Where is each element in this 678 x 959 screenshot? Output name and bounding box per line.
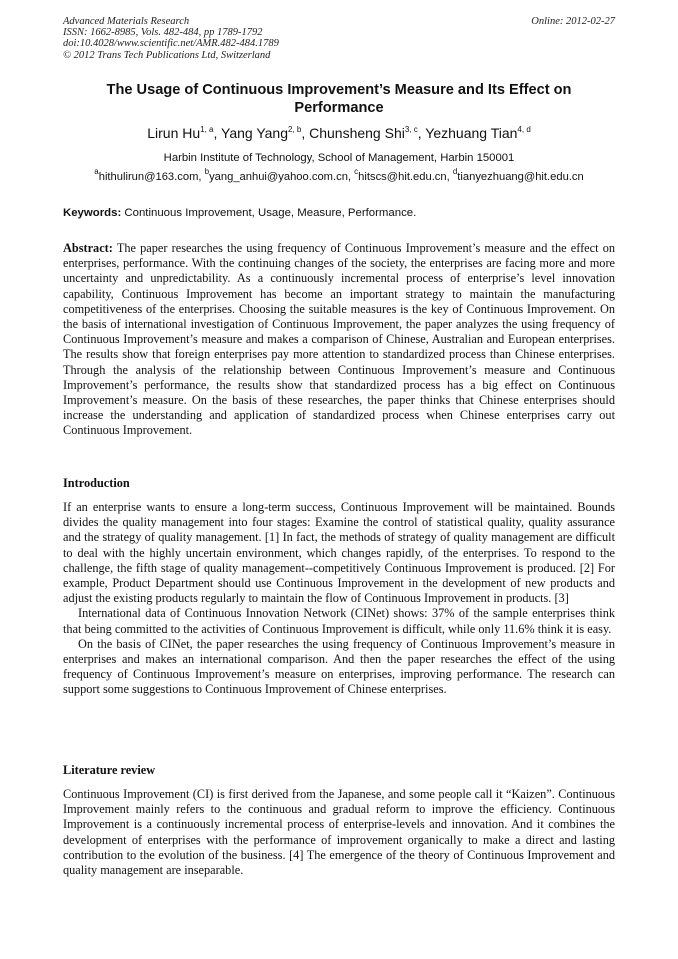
paragraph: Continuous Improvement (CI) is first derived from the Japanese, and some people call it “Kaizen”. Continuous Improvement mainly refers to the continuous and gradual reform to improve the efficiency. Continuous Improvement is a continuously incremental process of enterprise-levels and innovation. And it combines the development of enterprises with the performance of improvement organically to make a direct and lasting contribution to the evolution of the business. [4] The emergence of the theory of Continuous Improvement and quality management are inseparable. bbox=[63, 787, 615, 878]
author-affiliation-mark: 2, b bbox=[287, 125, 302, 134]
abstract bbox=[63, 241, 615, 439]
email-list: $^a$hithulirun@163.com, $^b$yang_anhui@yahoo.com.cn, $^c$hitscs@hit.edu.cn, $^d$tianyezhuang@hit.edu.cn bbox=[94, 167, 584, 183]
email-address: yang_anhui@yahoo.com.cn bbox=[209, 171, 348, 183]
keywords bbox=[63, 206, 615, 220]
email-address: hithulirun@163.com bbox=[98, 171, 199, 183]
journal-issn: ISSN: 1662-8985, Vols. 482-484, pp 1789-1792 bbox=[63, 27, 263, 39]
keywords-text: Continuous Improvement, Usage, Measure, Performance. bbox=[124, 207, 417, 219]
author-affiliation-mark: 3, c bbox=[404, 125, 418, 134]
abstract-text: The paper researches the using frequency of Continuous Improvement’s measure and the effect on enterprises, performance. With the continuing changes of the society, the enterprises are facing more and more uncertainty and unpredictability. As a continuously incremental process of enterprise’s level innovation capability, Continuous Improvement has become an important strategy to maintain the manufacturing competitiveness of the enterprises. Choosing the suitable measures is the key of Continuous Improvement. On the basis of international investigation of Continuous Improvement, the paper analyzes the using frequency of Continuous Improvement’s measure and makes a comparison of Chinese, Australian and European enterprises. The results show that foreign enterprises pay more attention to standardized process than Chinese enterprises. Through the analysis of the relationship between Continuous Improvement’s measure and Continuous Improvement’s performance, the results show that standardized process has a big effect on Continuous Improvement’s measure. On the basis of these researches, the paper thinks that Chinese enterprises should increase the understanding and application of standardized process when Chinese enterprises carry out Continuous Improvement. bbox=[63, 241, 616, 438]
online-date: Online: 2012-02-27 bbox=[531, 16, 615, 27]
section-heading-literature-review: Literature review bbox=[63, 763, 156, 777]
email-address: tianyezhuang@hit.edu.cn bbox=[457, 171, 584, 183]
journal-doi: doi:10.4028/www.scientific.net/AMR.482-484.1789 bbox=[63, 38, 279, 50]
paragraph: If an enterprise wants to ensure a long-term success, Continuous Improvement will be maintained. Bounds divides the quality management into four stages: Examine the control of statistical quality, quality assurance and the strategy of quality management. [1] In fact, the methods of strategy of quality management are difficult to deal with the highly uncertain environment, which changes rapidly, of the enterprises. To respond to the challenge, the fifth stage of quality management--competitively Continuous Improvement is produced. [2] For example, Product Department should use Continuous Improvement in the development of new products and adjust the existing products regularly to maintain the flow of Continuous Improvement in products. [3] bbox=[63, 500, 615, 606]
journal-header bbox=[63, 16, 279, 61]
email-mark: a bbox=[94, 167, 99, 176]
email-mark: c bbox=[354, 167, 359, 176]
author-name: Yang Yang bbox=[221, 125, 288, 141]
journal-copyright: © 2012 Trans Tech Publications Ltd, Switzerland bbox=[63, 49, 271, 61]
email-address: hitscs@hit.edu.cn bbox=[358, 171, 447, 183]
paragraph: International data of Continuous Innovation Network (CINet) shows: 37% of the sample enterprises think that being committed to the activities of Continuous Improvement is difficult, while only 11.6% think it is easy. bbox=[63, 606, 615, 636]
author-affiliation-mark: 1, a bbox=[200, 125, 214, 134]
abstract-label: Abstract: bbox=[63, 241, 113, 255]
affiliation: Harbin Institute of Technology, School of Management, Harbin 150001 bbox=[163, 152, 515, 164]
introduction-body bbox=[63, 500, 615, 698]
paper-title: The Usage of Continuous Improvement’s Measure and Its Effect on Performance bbox=[106, 82, 572, 116]
author-name: Lirun Hu bbox=[147, 125, 201, 141]
email-mark: b bbox=[204, 167, 210, 176]
author-list: Lirun Hu$^{1, a}$, Yang Yang$^{2, b}$, Chunsheng Shi$^{3, c}$, Yezhuang Tian$^{4, d}$ bbox=[147, 125, 531, 141]
paragraph: On the basis of CINet, the paper researches the using frequency of Continuous Improvement’s measure in enterprises and makes an international comparison. And then the paper researches the effect of the using frequency of Continuous Improvement’s measure on enterprises, improving performance. The research can support some suggestions to Continuous Improvement of Chinese enterprises. bbox=[63, 636, 615, 697]
journal-name: Advanced Materials Research bbox=[63, 16, 190, 27]
author-name: Chunsheng Shi bbox=[309, 125, 405, 141]
author-affiliation-mark: 4, d bbox=[517, 125, 531, 134]
literature-review-body bbox=[63, 787, 615, 878]
author-name: Yezhuang Tian bbox=[425, 125, 518, 141]
email-mark: d bbox=[452, 167, 458, 176]
keywords-label: Keywords: bbox=[63, 207, 122, 219]
section-heading-introduction: Introduction bbox=[63, 476, 130, 490]
